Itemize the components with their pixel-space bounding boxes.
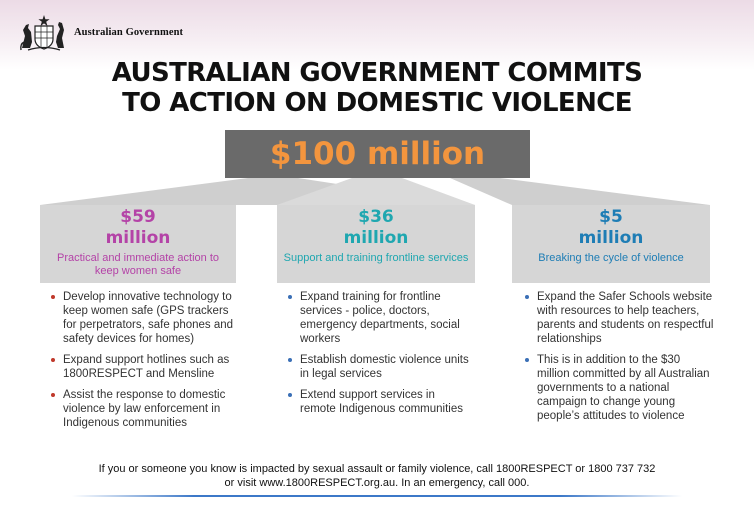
footer-line-2: or visit www.1800RESPECT.org.au. In an emergency, call 000. (224, 477, 530, 489)
list-item: Expand support hotlines such as 1800RESPECT and Mensline (50, 353, 240, 381)
title-line-2: TO ACTION ON DOMESTIC VIOLENCE (122, 88, 632, 118)
funding-column-2 (277, 205, 475, 283)
column-3-amount (512, 207, 710, 249)
list-item: Establish domestic violence units in legal services (287, 353, 472, 381)
column-1-value: $59 (120, 207, 156, 227)
list-item: Assist the response to domestic violence by law enforcement in Indigenous communities (50, 388, 240, 430)
government-name: Australian Government (74, 26, 184, 38)
list-item: Expand training for frontline services - police, doctors, emergency departments, social workers (287, 290, 472, 346)
column-3-bullet-list (524, 290, 714, 430)
funding-column-3 (512, 205, 710, 283)
total-amount-box (225, 130, 530, 178)
footer-divider (72, 495, 682, 497)
total-amount: $100 million (269, 136, 486, 172)
list-item: Extend support services in remote Indigenous communities (287, 388, 472, 416)
column-2-unit: million (343, 228, 409, 248)
title-line-1: AUSTRALIAN GOVERNMENT COMMITS (111, 58, 643, 88)
funding-column-1 (40, 205, 236, 283)
funnel-right (450, 178, 710, 205)
column-1-description: Practical and immediate action to keep women safe (56, 252, 220, 277)
list-item: This is in addition to the $30 million committed by all Australian governments to a national campaign to change young people’s attitudes to violence (524, 353, 714, 423)
column-2-description: Support and training frontline services (283, 252, 469, 264)
column-3-value: $5 (599, 207, 623, 227)
column-1-amount (40, 207, 236, 249)
column-2-value: $36 (358, 207, 394, 227)
column-2-bullet-list (287, 290, 472, 423)
footer-line-1: If you or someone you know is impacted by sexual assault or family violence, call 1800RESPECT or 1800 737 732 (98, 463, 656, 475)
column-1-bullet-list (50, 290, 240, 437)
column-1-unit: million (105, 228, 171, 248)
list-item: Expand the Safer Schools website with resources to help teachers, parents and students on respectful relationships (524, 290, 714, 346)
column-2-amount (277, 207, 475, 249)
helpline-footer (0, 462, 754, 490)
column-3-unit: million (578, 228, 644, 248)
list-item: Develop innovative technology to keep women safe (GPS trackers for perpetrators, safe phones and safety devices for homes) (50, 290, 240, 346)
column-3-description: Breaking the cycle of violence (538, 252, 684, 264)
